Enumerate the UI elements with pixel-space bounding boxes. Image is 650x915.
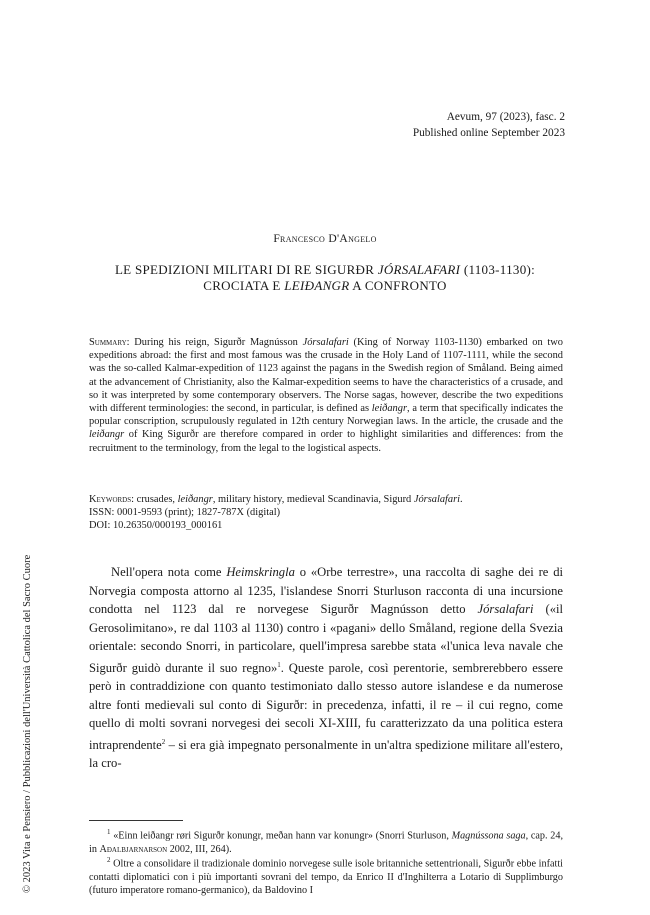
summary-italic: leiðangr <box>89 429 125 441</box>
body-text: («il Gerosolimitano», re dal 1103 al 1130) contro i «pagani» dello Småland, regione della Svezia orientale: secondo Snorri, in particolare, quell'impresa sarebbe stata «l'unica leva navale che Sigurðr guidò durante il suo regno» <box>89 602 563 675</box>
keywords-text: crusades, <box>134 494 178 505</box>
footnote-number: 2 <box>107 856 111 864</box>
keywords-label: Keywords: <box>89 494 135 505</box>
publication-date: Published online September 2023 <box>412 127 565 139</box>
keywords-line <box>89 493 563 506</box>
copyright-side-note: © 2023 Vita e Pensiero / Pubblicazioni dell'Università Cattolica del Sacro Cuore <box>22 554 33 893</box>
keywords-italic: leiðangr <box>177 494 213 505</box>
footnote-ref-1: 1 <box>277 660 281 669</box>
title-text: CROCIATA E <box>203 278 285 293</box>
footnote-text: «Einn leiðangr røri Sigurðr konungr, meðan hann var konungr» (Snorri Sturluson, <box>110 830 452 842</box>
title-text: A CONFRONTO <box>349 278 447 293</box>
summary-text: (King of Norway 1103-1130) embarked on two expeditions abroad: the first and most famous was the crusade in the Holy Land of 1107-1111, while the second was the so-called Kalmar-expedition of 1123 against the pagans in the Swedish region of Småland. Being aimed at the advancement of Christianity, also the Kalmar-expedition seems to have the characteristics of a crusade, and so it was interpreted by some contemporary observers. The Norse sagas, however, describe the two expeditions with different terminologies: the second, in particular, is defined as <box>89 337 564 415</box>
summary-text: of King Sigurðr are therefore compared in order to highlight similarities and differences: from the recruitment to the terminology, from the legal to the logistical aspects. <box>89 429 563 454</box>
body-italic: Heimskringla <box>226 565 295 579</box>
keywords-text: , military history, medieval Scandinavia, Sigurd <box>212 494 414 505</box>
author-name: Francesco D'Angelo <box>273 232 377 245</box>
footnote-author-smallcaps: Aðalbjarnarson <box>99 843 168 855</box>
footnote-1 <box>89 826 563 856</box>
summary-text: During his reign, Sigurðr Magnússon <box>129 337 303 348</box>
body-paragraph <box>89 563 563 773</box>
summary-label: Summary: <box>89 337 130 348</box>
footnote-text: Oltre a consolidare il tradizionale dominio norvegese sulle isole britanniche settentrionali, Sigurðr ebbe infatti contatti diplomatici con i più importanti sovrani del tempo, da Enrico II d'Inghilterra a Lotario di Supplimburgo (futuro imperatore romano-germanico), da Baldovino I <box>89 858 563 896</box>
title-line-1 <box>70 262 580 278</box>
doi-line: DOI: 10.26350/000193_000161 <box>89 520 223 532</box>
journal-citation: Aevum, 97 (2023), fasc. 2 <box>446 111 565 123</box>
body-text: – si era già impegnato personalmente in un'altra spedizione militare all'estero, la cro- <box>89 737 563 771</box>
keywords-italic: Jórsalafari <box>413 494 461 505</box>
title-italic: LEIÐANGR <box>284 278 350 293</box>
summary-italic: Jórsalafari <box>302 337 349 348</box>
body-italic: Jórsalafari <box>477 602 534 616</box>
footnote-text: , cap. 24, in <box>89 830 563 855</box>
keywords-text: . <box>460 494 463 505</box>
article-title <box>70 262 580 294</box>
body-text: Nell'opera nota come <box>111 565 227 579</box>
title-text: (1103-1130): <box>460 262 536 277</box>
title-line-2 <box>70 278 580 294</box>
issn-line: ISSN: 0001-9593 (print); 1827-787X (digital) <box>89 507 281 519</box>
body-text: o «Orbe terrestre», una raccolta di saghe dei re di Norvegia composta attorno al 1235, l'islandese Snorri Sturluson racconta di una incursione condotta nel 1123 dal re norvegese Sigurðr Magnússon detto <box>89 565 563 616</box>
title-italic: JÓRSALAFARI <box>377 262 461 277</box>
article-metadata <box>89 493 563 533</box>
body-text: . Queste parole, così perentorie, sembrerebbero essere però in contraddizione con quanto testimoniato dallo stesso autore islandese e da numerose altre fonti medievali sul conto di Sigurðr: in precedenza, infatti, il re – il cui regno, come quello di molti sovrani norvegesi dei secoli XI-XIII, fu caratterizzato da una politica estera intraprendente <box>89 660 564 752</box>
footnote-divider <box>89 820 183 821</box>
summary-paragraph <box>89 336 563 455</box>
footnote-ref-2: 2 <box>161 737 166 746</box>
title-text: LE SPEDIZIONI MILITARI DI RE SIGURÐR <box>114 262 378 277</box>
journal-header <box>413 109 565 141</box>
summary-italic: leiðangr <box>371 403 407 415</box>
footnote-text: 2002, III, 264). <box>167 843 232 855</box>
footnote-2 <box>89 854 563 897</box>
summary-text: , a term that specifically indicates the popular conscription, scrupulously regulated in 12th century Norwegian laws. In the article, the crusade and the <box>89 403 563 428</box>
footnote-italic: Magnússona saga <box>451 830 526 842</box>
footnote-number: 1 <box>107 828 111 836</box>
